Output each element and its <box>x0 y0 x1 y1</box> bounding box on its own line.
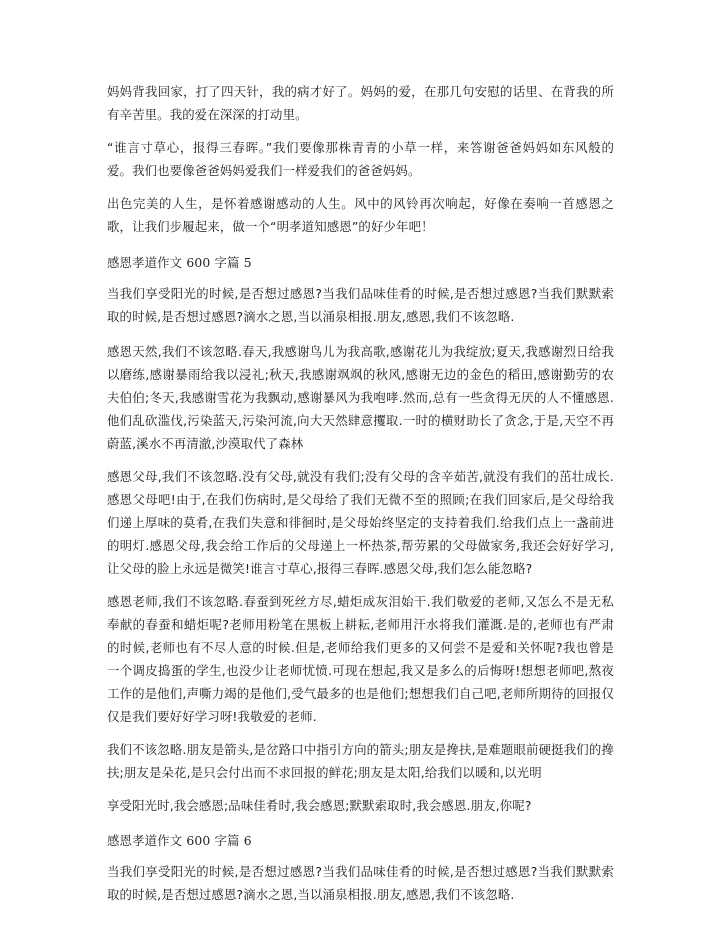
paragraph: 出色完美的人生，是怀着感谢感动的人生。风中的风铃再次响起，好像在奏响一首感恩之歌，让我们步履起来，做一个“明孝道知感恩”的好少年吧！ <box>107 196 614 234</box>
paragraph: 我们不该忽略.朋友是箭头,是岔路口中指引方向的箭头;朋友是搀扶,是难题眼前硬挺我们的搀扶;朋友是朵花,是只会付出而不求回报的鲜花;朋友是太阳,给我们以暖和,以光明 <box>107 742 614 780</box>
paragraph: “谁言寸草心，报得三春晖。”我们要像那株青青的小草一样，来答谢爸爸妈妈如东风般的爱。我们也要像爸爸妈妈爱我们一样爱我们的爸爸妈妈。 <box>107 140 614 178</box>
paragraph: 享受阳光时,我会感恩;品味佳肴时,我会感恩;默默索取时,我会感恩.朋友,你呢? <box>107 798 532 813</box>
paragraph: 当我们享受阳光的时候,是否想过感恩?当我们品味佳肴的时候,是否想过感恩?当我们默默索取的时候,是否想过感恩?滴水之恩,当以涌泉相报.朋友,感恩,我们不该忽略. <box>107 286 614 324</box>
paragraph: 当我们享受阳光的时候,是否想过感恩?当我们品味佳肴的时候,是否想过感恩?当我们默默索取的时候,是否想过感恩?滴水之恩,当以涌泉相报.朋友,感恩,我们不该忽略. <box>107 864 614 902</box>
paragraph: 妈妈背我回家，打了四天针，我的病才好了。妈妈的爱，在那几句安慰的话里、在背我的所有辛苦里。我的爱在深深的打动里。 <box>107 84 614 122</box>
document-body <box>107 80 614 906</box>
paragraph: 感恩父母,我们不该忽略.没有父母,就没有我们;没有父母的含辛茹苦,就没有我们的茁壮成长.感恩父母吧!由于,在我们伤病时,是父母给了我们无微不至的照顾;在我们回家后,是父母给我们递上厚味的莫肴,在我们失意和徘徊时,是父母始终坚定的支持着我们.给我们点上一盏前进的明灯.感恩父母,我会给工作后的父母递上一杯热茶,帮劳累的父母做家务,我还会好好学习,让父母的脸上永远是微笑!谁言寸草心,报得三春晖.感恩父母,我们怎么能忽略? <box>107 469 614 576</box>
section-heading: 感恩孝道作文 600 字篇 6 <box>107 833 252 848</box>
paragraph: 感恩老师,我们不该忽略.春蚕到死丝方尽,蜡炬成灰泪始干.我们敬爱的老师,又怎么不是无私奉献的春蚕和蜡炬呢?老师用粉笔在黑板上耕耘,老师用汗水将我们灌溉.是的,老师也有严肃的时候,老师也有不尽人意的时候.但是,老师给我们更多的又何尝不是爱和关怀呢?我也曾是一个调皮捣蛋的学生,也没少让老师忧愤.可现在想起,我又是多么的后悔呀!想想老师吧,熬夜工作的是他们,声嘶力竭的是他们,受气最多的也是他们;想想我们自己吧,老师所期待的回报仅仅是我们要好好学习呀!我敬爱的老师. <box>107 594 614 724</box>
paragraph: 感恩天然,我们不该忽略.春天,我感谢鸟儿为我高歌,感谢花儿为我绽放;夏天,我感谢烈日给我以磨练,感谢暴雨给我以浸礼;秋天,我感谢飒飒的秋风,感谢无边的金色的稻田,感谢勤劳的农夫伯伯;冬天,我感谢雪花为我飘动,感谢暴风为我咆哮.然而,总有一些贪得无厌的人不懂感恩.他们乱砍滥伐,污染蓝天,污染河流,向大天然肆意攫取.一时的横财助长了贪念,于是,天空不再蔚蓝,溪水不再清澈,沙漠取代了森林 <box>107 344 614 451</box>
section-heading: 感恩孝道作文 600 字篇 5 <box>107 255 252 270</box>
